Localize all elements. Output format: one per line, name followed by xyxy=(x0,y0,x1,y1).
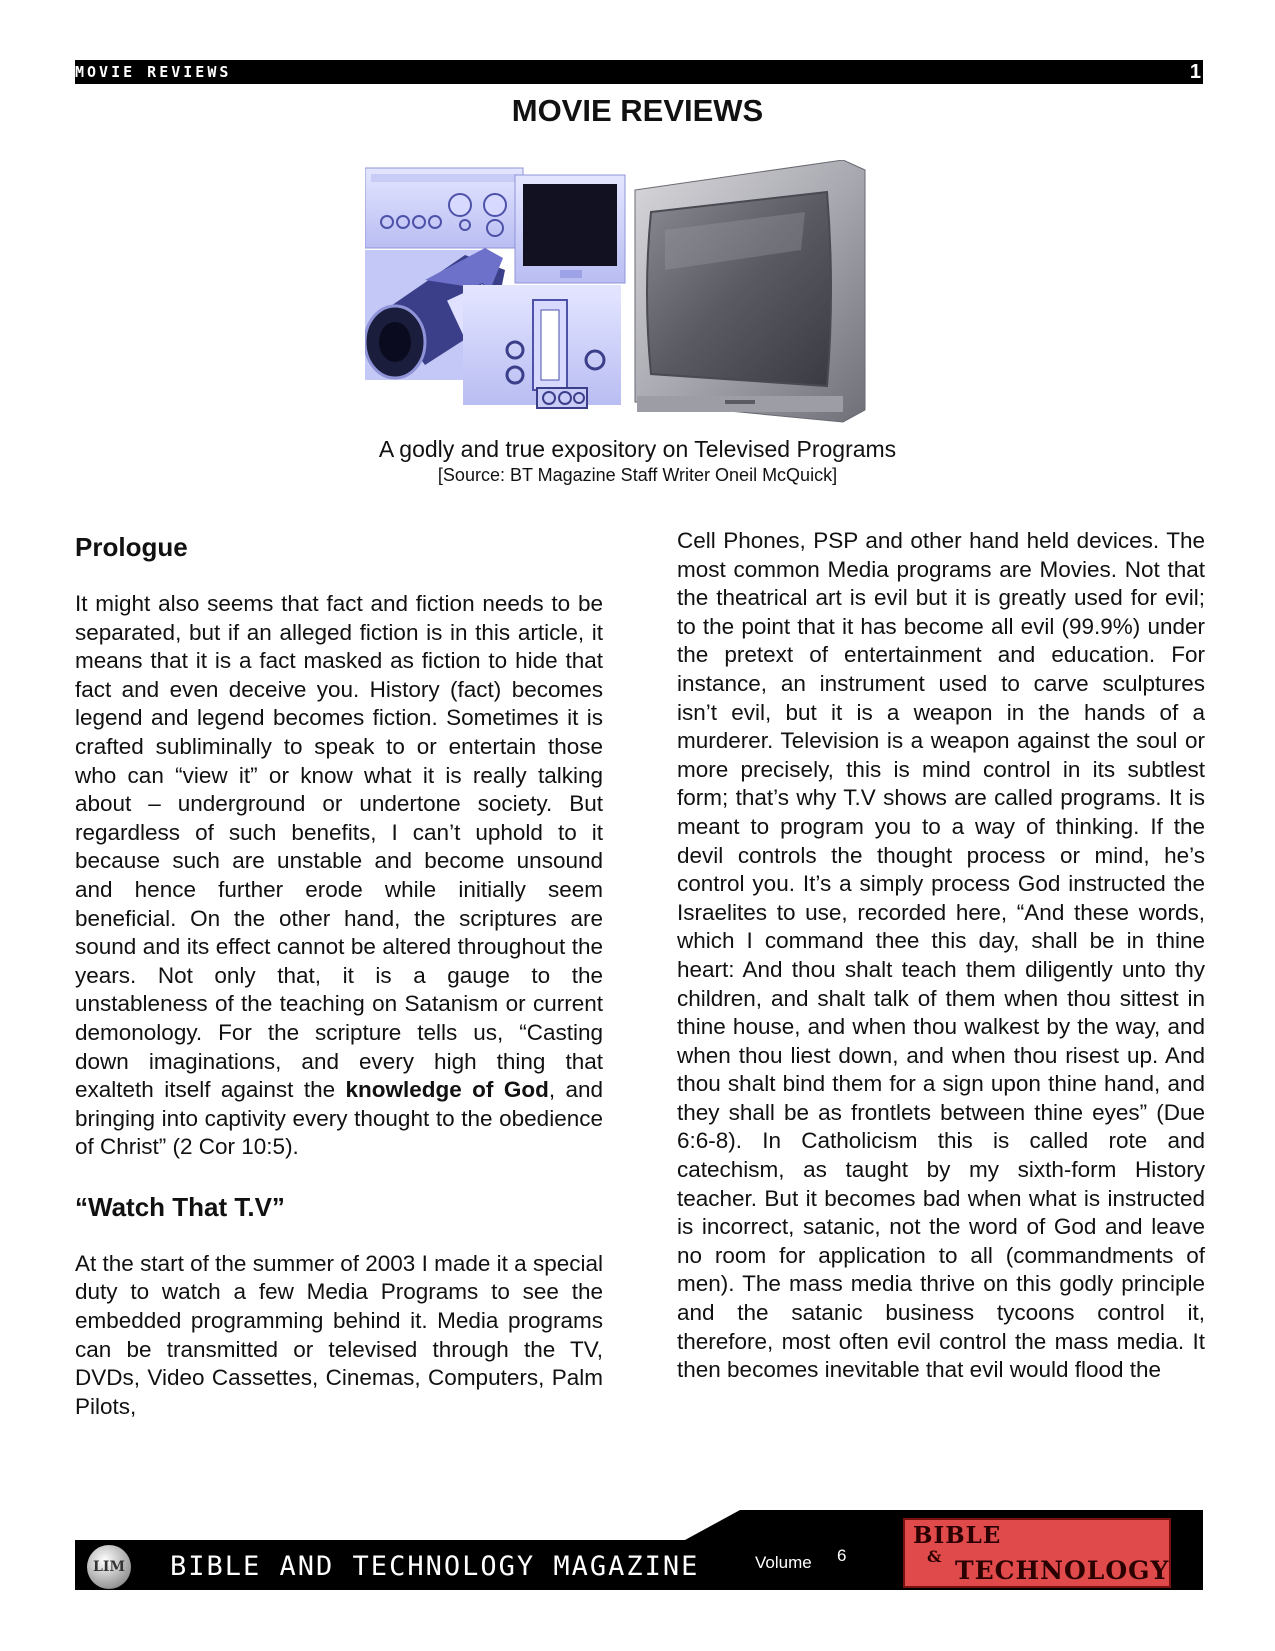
watch-paragraph-continued: Cell Phones, PSP and other hand held devices. The most common Media programs are Movies. Not that the theatrical art is evil but it is greatly used for evil; to the point that it has become all evil (99.9%) under the pretext of entertainment and education. For instance, an instrument used to carve sculptures isn’t evil, but it is a weapon in the hands of a murderer. Television is a weapon against the soul or more precisely, this is mind control in its subtlest form; that’s why T.V shows are called programs. It is meant to program you to a way of thinking. If the devil controls the thought process or mind, he’s control you. It’s a simply process God instructed the Israelites to use, recorded here, “And these words, which I command thee this day, shall be in thine heart: And thou shalt teach them diligently unto thy children, and shalt talk of them when thou sittest in thine house, and when thou walkest by the way, and when thou liest down, and when thou risest up. And thou shalt bind them for a sign upon thine hand, and they shall be as frontlets between thine eyes” (Due 6:6-8). In Catholicism this is called rote and catechism, as taught by my sixth-form History teacher. But it becomes bad when what is instructed is incorrect, satanic, not the word of God and leave no room for application to all (commandments of men). The mass media thrive on this godly principle and the satanic business tycoons control it, therefore, most often evil control the mass media. It then becomes inevitable that evil would flood the xyxy=(677,528,1205,1383)
media-devices-illustration xyxy=(365,160,925,430)
magazine-name: BIBLE AND TECHNOLOGY MAGAZINE xyxy=(170,1551,700,1582)
publisher-logo: LIM xyxy=(87,1545,131,1589)
figure-source: [Source: BT Magazine Staff Writer Oneil McQuick] xyxy=(437,465,838,485)
volume-label: Volume xyxy=(755,1553,812,1572)
television-icon xyxy=(635,160,865,422)
magazine-brand-logo xyxy=(903,1518,1171,1588)
brand-logo-ampersand: & xyxy=(927,1547,942,1566)
watch-paragraph-start: At the start of the summer of 2003 I made it a special duty to watch a few Media Programs to see the embedded programming behind it. Media programs can be transmitted or televised through the TV, DVDs, Video Cassettes, Cinemas, Computers, Palm Pilots, xyxy=(75,1250,603,1419)
right-column xyxy=(677,527,1205,1385)
section-heading-prologue: Prologue xyxy=(75,532,188,562)
prologue-text-start: It might also seems that fact and fiction needs to be separated, but if an alleged fiction is in this article, it means that it is a fact masked as fiction to hide that fact and even deceive you. History (fact) becomes legend and legend becomes fiction. Sometimes it is crafted subliminally to speak to or entertain those who can “view it” or know what it is really talking about – underground or undertone society. But regardless of such benefits, I can’t uphold to it because such are unstable and become unsound and hence further erode while initially seem beneficial. On the other hand, the scriptures are sound and its effect cannot be altered throughout the years. Not only that, it is a gauge to the unstableness of the teaching on Satanism or current demonology. For the scripture tells us, “Casting down imaginations, and every high thing that exalteth itself against the xyxy=(75,591,603,1103)
running-header-title: MOVIE REVIEWS xyxy=(75,63,232,81)
left-column xyxy=(75,530,603,1421)
prologue-text-end: , and bringing into captivity every thought to the obedience of Christ” (2 Cor 10:5). xyxy=(75,1077,604,1160)
page-footer xyxy=(75,1510,1203,1590)
prologue-bold-phrase: knowledge of God xyxy=(345,1077,549,1103)
section-heading-watch: “Watch That T.V” xyxy=(75,1191,285,1222)
prologue-paragraph xyxy=(75,590,603,1162)
amplifier-icon xyxy=(365,168,523,248)
running-header xyxy=(75,60,1203,84)
page-number: 1 xyxy=(1189,61,1201,83)
page-title: MOVIE REVIEWS xyxy=(511,93,764,128)
volume-number: 6 xyxy=(837,1546,847,1565)
brand-logo-top-word: BIBLE xyxy=(913,1522,1002,1549)
figure-caption: A godly and true expository on Televised Programs xyxy=(378,436,897,462)
speaker-system-icon xyxy=(463,285,621,408)
brand-logo-bottom-word: TECHNOLOGY xyxy=(955,1556,1170,1585)
flat-monitor-icon xyxy=(515,175,625,283)
